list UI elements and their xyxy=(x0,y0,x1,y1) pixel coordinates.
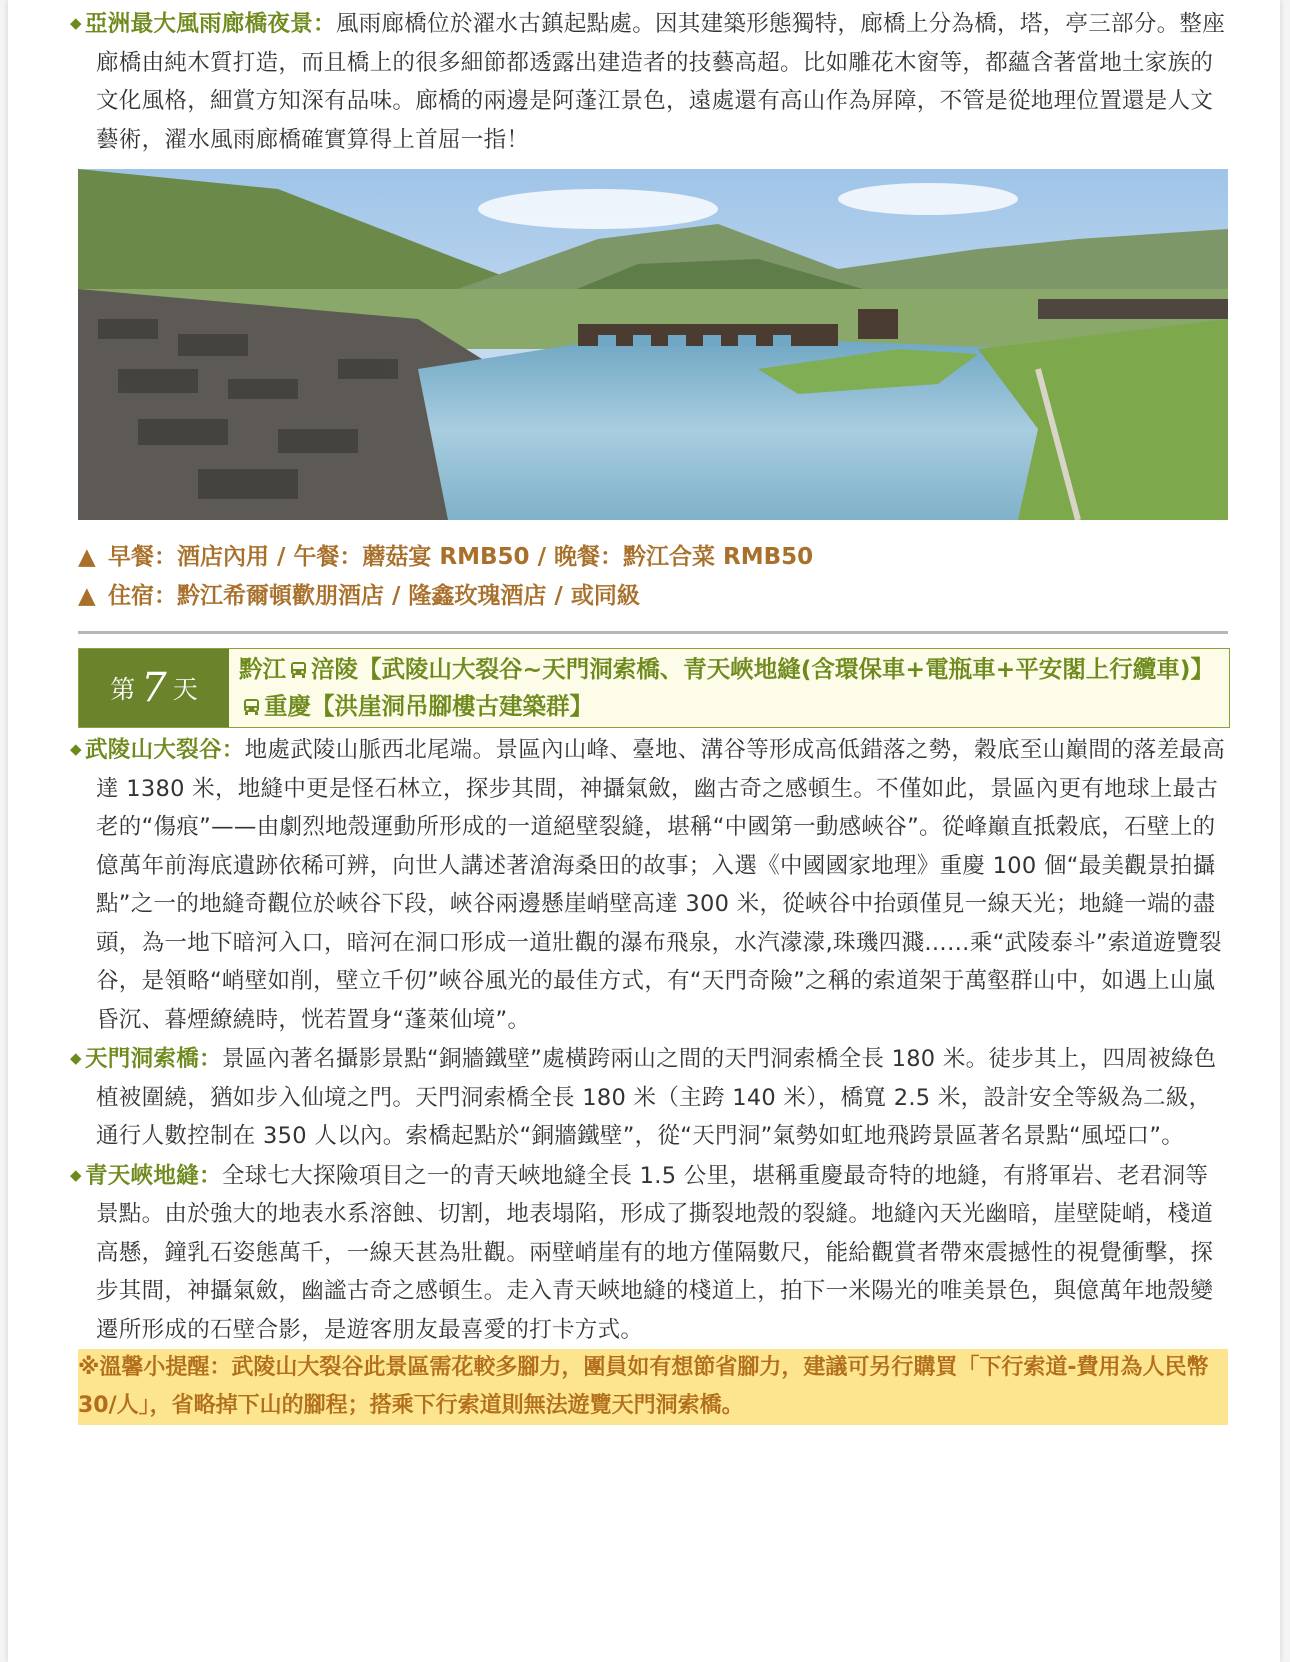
diamond-bullet-icon: ◆ xyxy=(70,1165,82,1184)
paragraph-title: 青天峽地縫： xyxy=(85,1162,222,1189)
page xyxy=(8,0,1280,1662)
paragraph-text: 景區內著名攝影景點“銅牆鐵壁”處橫跨兩山之間的天門洞索橋全長 180 米。徒步其上，四周被綠色植被圍繞，猶如步入仙境之門。天門洞索橋全長 180 米（主跨 140 米），橋寬 2.5 米，設計安全等級為二級，通行人數控制在 350 人以內。索橋起點於“銅牆鐵壁”，從“天門洞”氣勢如虹地飛跨景區著名景點“風埡口”。 xyxy=(96,1046,1217,1149)
diamond-bullet-icon: ◆ xyxy=(70,14,82,32)
paragraph-title: 亞洲最大風雨廊橋夜景： xyxy=(85,11,336,37)
qingtian-gorge-paragraph xyxy=(70,1156,1228,1350)
day-number-box: 第 7 天 xyxy=(79,649,229,727)
diamond-bullet-icon: ◆ xyxy=(70,740,82,758)
itinerary-content xyxy=(70,0,1228,1425)
landscape-photo xyxy=(78,169,1228,520)
covered-bridge-paragraph xyxy=(70,4,1228,159)
day-number: 7 xyxy=(141,665,167,711)
triangle-icon: ▲ xyxy=(78,583,96,609)
meals-and-hotel xyxy=(78,538,1228,616)
diamond-bullet-icon: ◆ xyxy=(70,1049,82,1067)
paragraph-text: 地處武陵山脈西北尾端。景區內山峰、臺地、溝谷等形成高低錯落之勢，穀底至山巔間的落差最高達 1380 米，地縫中更是怪石林立，探步其間，神攝氣斂，幽古奇之感頓生。不僅如此，景區內更有地球上最古老的“傷痕”——由劇烈地殼運動所形成的一道絕壁裂縫，堪稱“中國第一動感峽谷”。從峰巔直抵穀底，石壁上的億萬年前海底遺跡依稀可辨，向世人講述著滄海桑田的故事；入選《中國國家地理》重慶 100 個“最美觀景拍攝點”之一的地縫奇觀位於峽谷下段，峽谷兩邊懸崖峭壁高達 300 米，從峽谷中抬頭僅見一線天光；地縫一端的盡頭，為一地下暗河入口，暗河在洞口形成一道壯觀的瀑布飛泉，水汽濛濛,珠璣四濺……乘“武陵泰斗”索道遊覽裂谷，是領略“峭壁如削，壁立千仞”峽谷風光的最佳方式，有“天門奇險”之稱的索道架于萬壑群山中，如遇上山嵐昏沉、暮煙繚繞時，恍若置身“蓬萊仙境”。 xyxy=(96,737,1226,1033)
wuling-canyon-paragraph xyxy=(70,730,1228,1039)
meal-line: ▲ 早餐：酒店內用 / 午餐：蘑菇宴 RMB50 / 晚餐：黔江合菜 RMB50 xyxy=(78,538,1228,577)
triangle-icon: ▲ xyxy=(78,544,96,570)
section-divider xyxy=(78,631,1228,634)
hotel-line: ▲ 住宿：黔江希爾頓歡朋酒店 / 隆鑫玫瑰酒店 / 或同級 xyxy=(78,577,1228,616)
day-header xyxy=(78,648,1230,728)
paragraph-title: 天門洞索橋： xyxy=(85,1046,222,1072)
day-title: 黔江 涪陵【武陵山大裂谷~天門洞索橋、青天峽地縫(含環保車+電瓶車+平安閣上行纜車)】重慶【洪崖洞吊腳樓古建築群】 xyxy=(229,649,1229,727)
reminder-note: ※溫馨小提醒：武陵山大裂谷此景區需花較多腳力，團員如有想節省腳力，建議可另行購買「下行索道-費用為人民幣 30/人」，省略掉下山的腳程；搭乘下行索道則無法遊覽天門洞索橋。 xyxy=(78,1349,1228,1425)
town-river-photo-illustration xyxy=(78,169,1228,520)
tianmen-bridge-paragraph xyxy=(70,1039,1228,1156)
paragraph-title: 武陵山大裂谷： xyxy=(85,737,245,763)
paragraph-text: 風雨廊橋位於濯水古鎮起點處。因其建築形態獨特，廊橋上分為橋，塔，亭三部分。整座廊橋由純木質打造，而且橋上的很多細節都透露出建造者的技藝高超。比如雕花木窗等，都蘊含著當地土家族的文化風格，細賞方知深有品味。廊橋的兩邊是阿蓬江景色，遠處還有高山作為屏障，不管是從地理位置還是人文藝術，濯水風雨廊橋確實算得上首屈一指！ xyxy=(96,11,1226,153)
bus-icon xyxy=(243,698,260,716)
paragraph-text: 全球七大探險項目之一的青天峽地縫全長 1.5 公里，堪稱重慶最奇特的地縫，有將軍岩、老君洞等景點。由於強大的地表水系溶蝕、切割，地表塌陷，形成了撕裂地殼的裂縫。地縫內天光幽暗，崖壁陡峭，棧道高懸，鐘乳石姿態萬千，一線天甚為壯觀。兩壁峭崖有的地方僅隔數尺，能給觀賞者帶來震撼性的視覺衝擊，探步其間，神攝氣斂，幽謐古奇之感頓生。走入青天峽地縫的棧道上，拍下一米陽光的唯美景色，與億萬年地殼變遷所形成的石壁合影，是遊客朋友最喜愛的打卡方式。 xyxy=(96,1162,1214,1343)
bus-icon xyxy=(290,661,307,679)
